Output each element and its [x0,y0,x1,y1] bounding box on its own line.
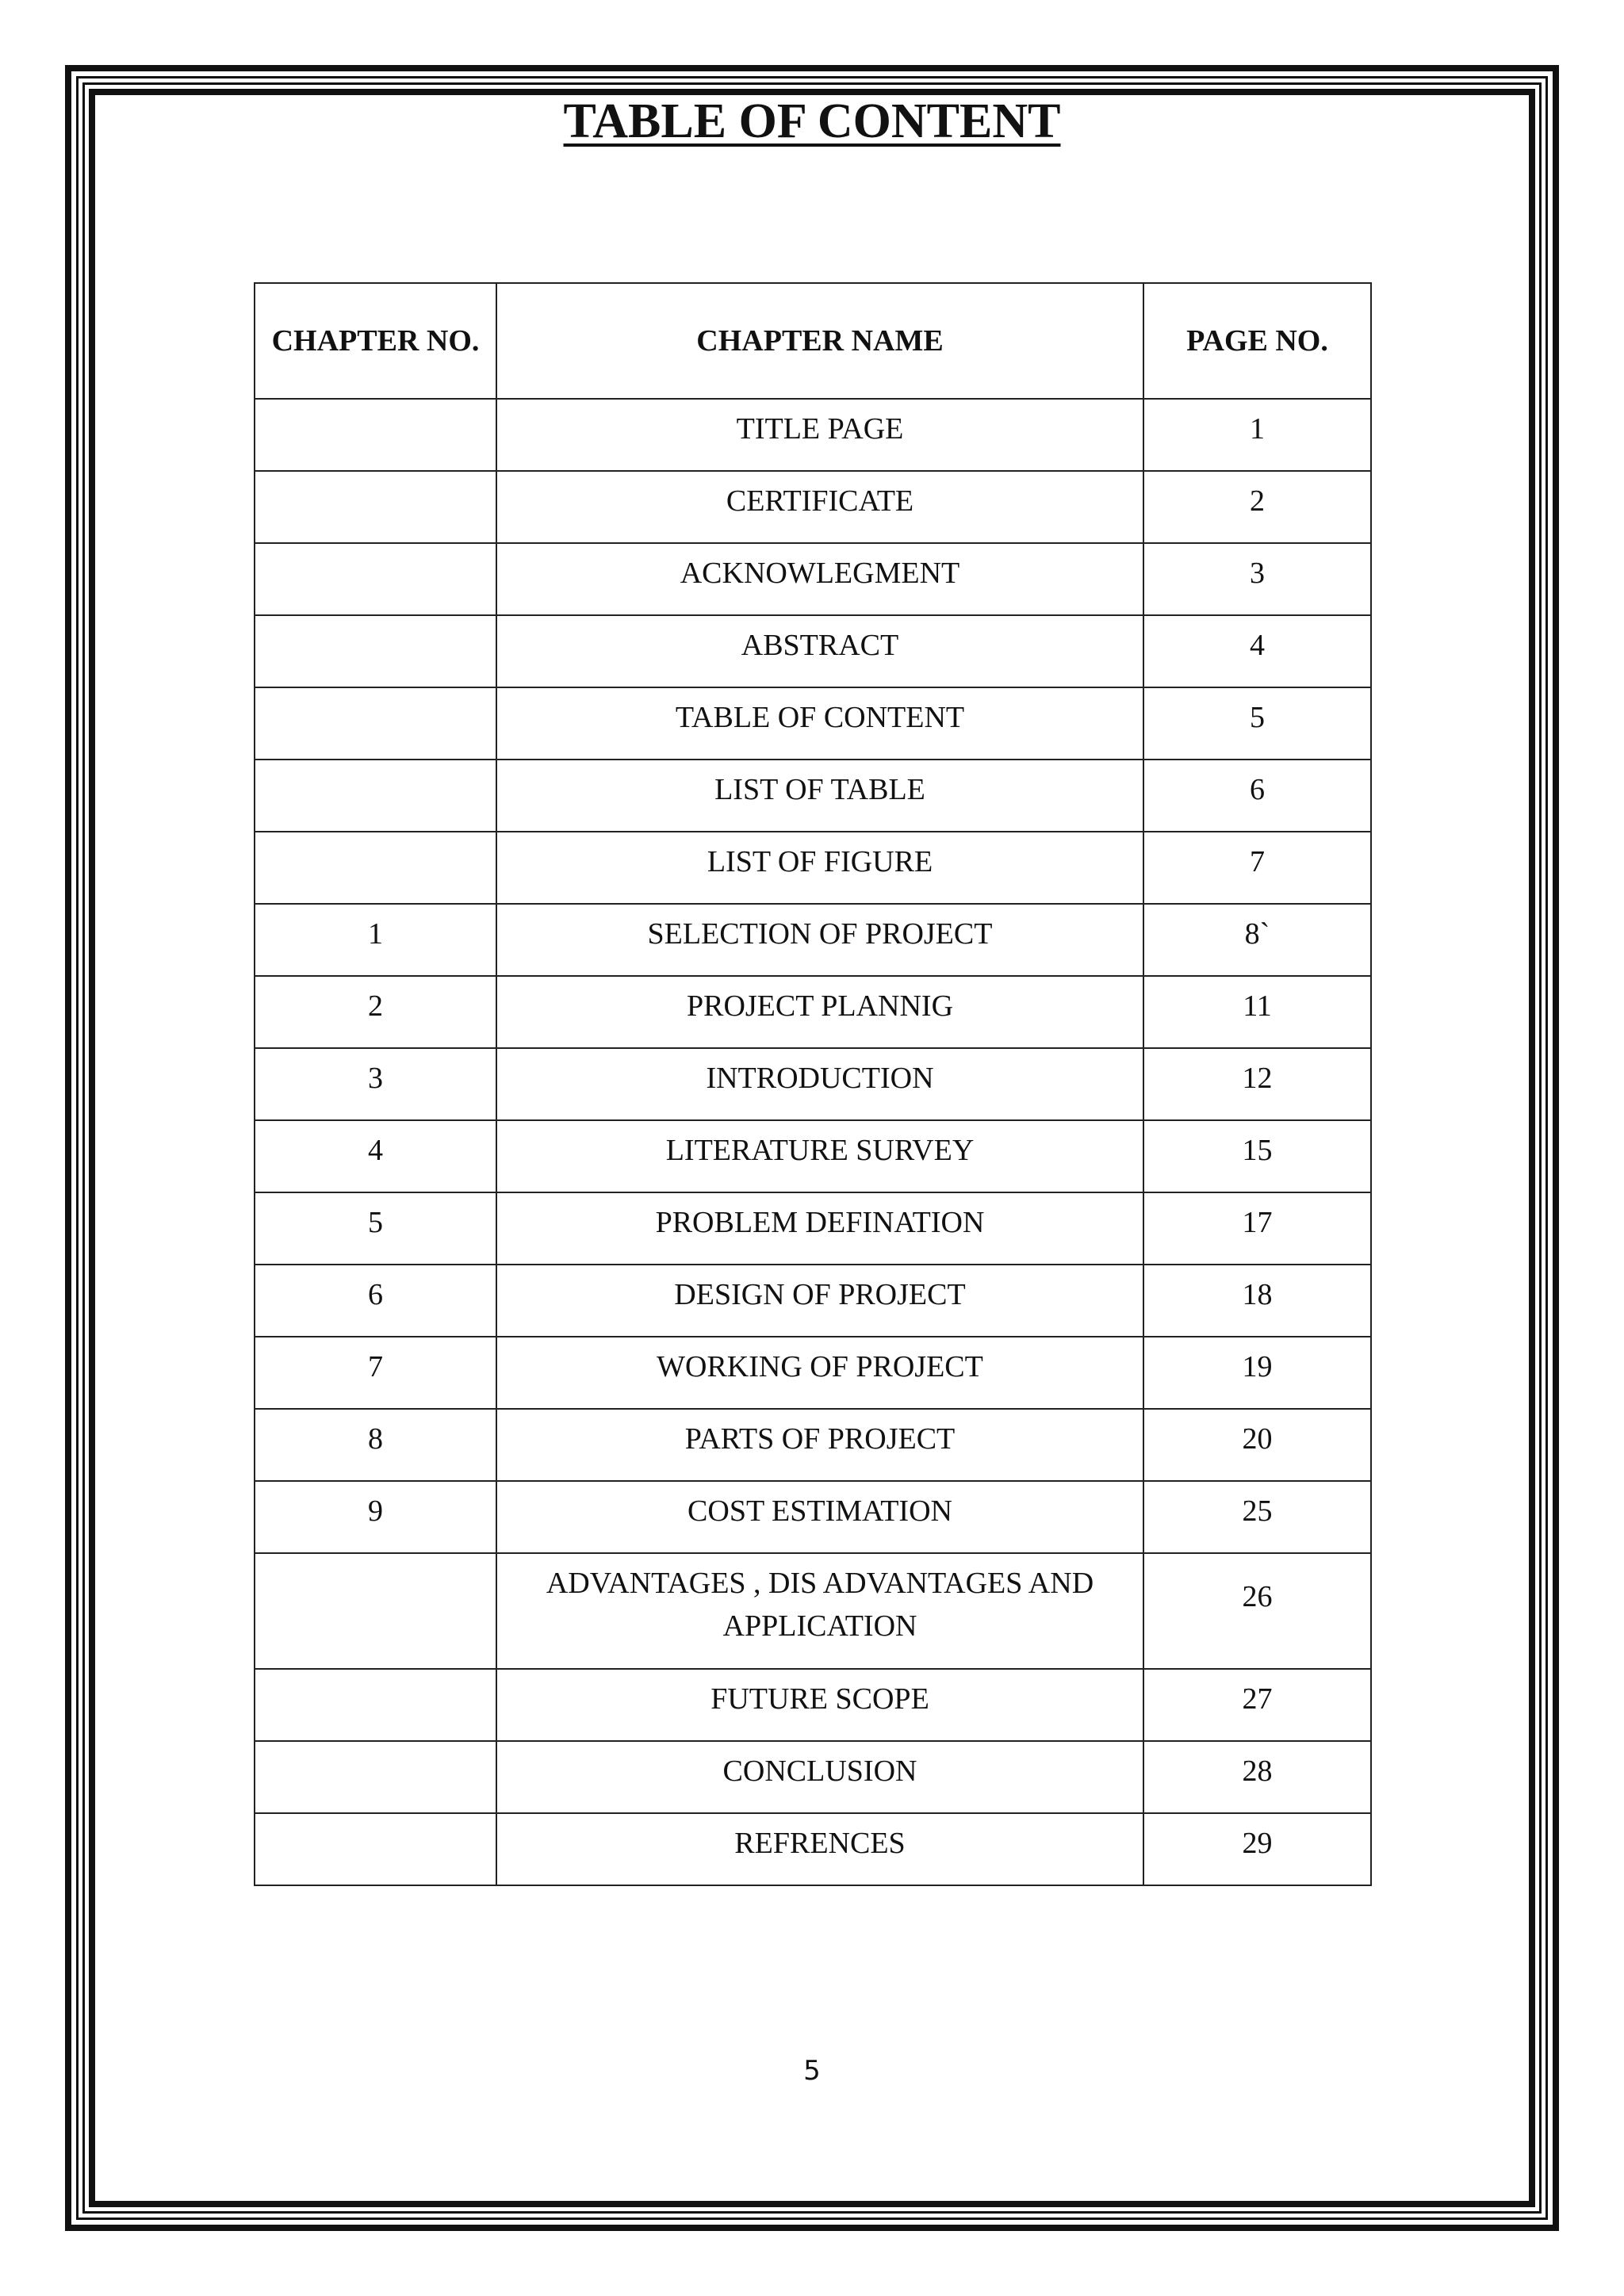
chapter-name-cell: REFRENCES [496,1813,1143,1885]
table-row [255,1409,1371,1481]
chapter-name-cell: CERTIFICATE [496,471,1143,543]
page-number-cell: 25 [1143,1481,1371,1553]
chapter-number-cell [255,1669,496,1741]
table-row [255,760,1371,832]
page-number-cell: 17 [1143,1192,1371,1265]
page-number-cell: 12 [1143,1048,1371,1120]
chapter-number-cell: 3 [255,1048,496,1120]
table-row [255,1337,1371,1409]
table-row [255,399,1371,471]
chapter-number-cell [255,687,496,760]
page-number-cell: 26 [1143,1553,1371,1669]
header-page-no: PAGE NO. [1143,283,1371,399]
chapter-number-cell: 9 [255,1481,496,1553]
chapter-number-cell: 2 [255,976,496,1048]
chapter-name-cell: WORKING OF PROJECT [496,1337,1143,1409]
table-row [255,1265,1371,1337]
page-number-cell: 1 [1143,399,1371,471]
chapter-number-cell: 5 [255,1192,496,1265]
table-row [255,832,1371,904]
chapter-number-cell [255,615,496,687]
chapter-number-cell [255,1741,496,1813]
chapter-name-cell: ADVANTAGES , DIS ADVANTAGES AND APPLICATION [496,1553,1143,1669]
page-number-cell: 29 [1143,1813,1371,1885]
chapter-name-cell: PROBLEM DEFINATION [496,1192,1143,1265]
table-row [255,543,1371,615]
chapter-name-cell: TITLE PAGE [496,399,1143,471]
page-number-cell: 6 [1143,760,1371,832]
page-number-cell: 19 [1143,1337,1371,1409]
chapter-number-cell: 4 [255,1120,496,1192]
page-number-cell: 28 [1143,1741,1371,1813]
chapter-name-cell: INTRODUCTION [496,1048,1143,1120]
chapter-number-cell: 7 [255,1337,496,1409]
header-chapter-no: CHAPTER NO. [255,283,496,399]
page-number-cell: 11 [1143,976,1371,1048]
table-row [255,1813,1371,1885]
table-row [255,1120,1371,1192]
chapter-name-cell: LITERATURE SURVEY [496,1120,1143,1192]
table-row [255,904,1371,976]
table-row [255,1669,1371,1741]
page-number-cell: 2 [1143,471,1371,543]
chapter-name-cell: COST ESTIMATION [496,1481,1143,1553]
table-header-row [255,283,1371,399]
chapter-name-cell: DESIGN OF PROJECT [496,1265,1143,1337]
chapter-number-cell: 8 [255,1409,496,1481]
page-number-cell: 7 [1143,832,1371,904]
table-of-contents [254,282,1372,1886]
chapter-name-cell: SELECTION OF PROJECT [496,904,1143,976]
chapter-number-cell [255,1813,496,1885]
page-title-text: TABLE OF CONTENT [563,94,1061,148]
page-number-cell: 20 [1143,1409,1371,1481]
chapter-number-cell: 6 [255,1265,496,1337]
chapter-number-cell [255,543,496,615]
chapter-name-cell: CONCLUSION [496,1741,1143,1813]
chapter-name-cell: PARTS OF PROJECT [496,1409,1143,1481]
page-title [0,94,1624,150]
page-number-cell: 8` [1143,904,1371,976]
chapter-name-cell: FUTURE SCOPE [496,1669,1143,1741]
page-number-cell: 4 [1143,615,1371,687]
table-row [255,1048,1371,1120]
chapter-number-cell: 1 [255,904,496,976]
chapter-number-cell [255,760,496,832]
page-number: 5 [803,2055,821,2087]
page-number-cell: 18 [1143,1265,1371,1337]
table-row [255,976,1371,1048]
table-row [255,1553,1371,1669]
page-number-cell: 27 [1143,1669,1371,1741]
table-row [255,1481,1371,1553]
page-number-cell: 3 [1143,543,1371,615]
chapter-number-cell [255,471,496,543]
page-number-cell: 5 [1143,687,1371,760]
chapter-name-cell: LIST OF FIGURE [496,832,1143,904]
chapter-number-cell [255,832,496,904]
table-row [255,471,1371,543]
table-row [255,1192,1371,1265]
table-row [255,615,1371,687]
table-row [255,1741,1371,1813]
chapter-name-cell: LIST OF TABLE [496,760,1143,832]
table-row [255,687,1371,760]
chapter-number-cell [255,399,496,471]
chapter-name-cell: TABLE OF CONTENT [496,687,1143,760]
page-number-cell: 15 [1143,1120,1371,1192]
chapter-name-cell: ABSTRACT [496,615,1143,687]
chapter-name-cell: PROJECT PLANNIG [496,976,1143,1048]
header-chapter-name: CHAPTER NAME [496,283,1143,399]
chapter-name-cell: ACKNOWLEGMENT [496,543,1143,615]
chapter-number-cell [255,1553,496,1669]
